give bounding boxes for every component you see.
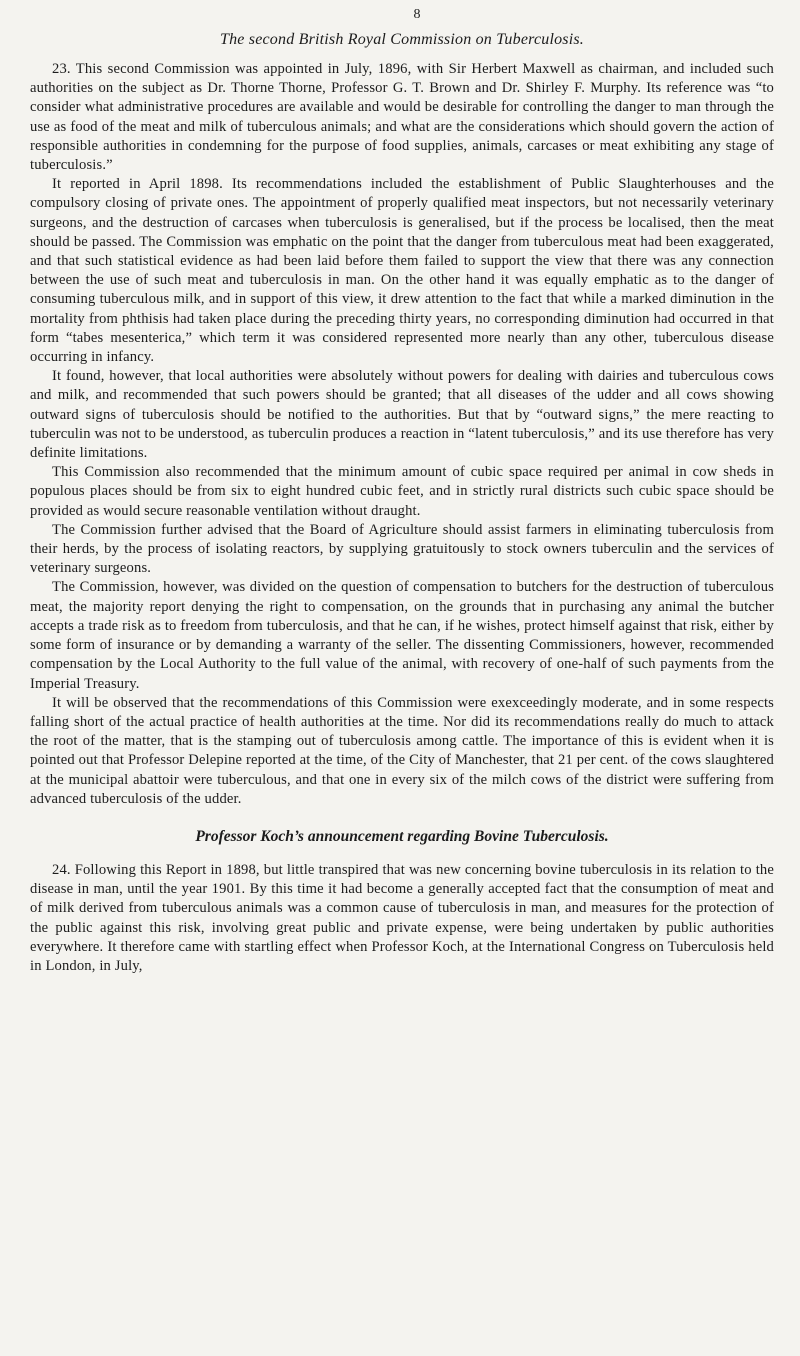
section-heading: The second British Royal Commission on Tuberculosis.	[219, 31, 585, 48]
page-number: 8	[413, 7, 421, 22]
paragraph-23-intro: 23. This second Commission was appointed in July, 1896, with Sir Herbert Maxwell as chairman, and included such authorities on the subject as Dr. Thorne Thorne, Professor G. T. Brown and Dr. Shirley F. Murphy. Its reference was “to consider what administrative procedures are available and would be desirable for controlling the danger to man through the use as food of the meat and milk of tuberculous animals; and what are the considerations which should govern the action of responsible authorities in condemning for the purpose of food supplies, animals, carcases or meat exhibiting any stage of tuberculosis.”	[30, 61, 774, 174]
paragraph-24-koch: 24. Following this Report in 1898, but little transpired that was new concerning bovine tuberculosis in its relation to the disease in man, until the year 1901. By this time it had become a generally accepted fact that the consumption of meat and of milk derived from tuberculous animals was a common cause of tuberculosis in man, and measures for the protection of the public against this risk, involving great public and private expense, were being undertaken by public authorities everywhere. It therefore came with startling effect when Professor Koch, at the International Congress on Tuberculosis held in London, in July,	[30, 861, 774, 974]
paragraph-compensation: The Commission, however, was divided on the question of compensation to butchers for the destruction of tuberculous meat, the majority report denying the right to compensation, on the grounds that in purchasing any animal the butcher accepts a trade risk as to freedom from tuberculosis, and that he can, if he wishes, protect himself against that risk, either by some form of insurance or by demanding a warranty of the seller. The dissenting Commissioners, however, recommended compensation by the Local Authority to the full value of the animal, with recovery of one-half of such payments from the Imperial Treasury.	[30, 579, 774, 692]
paragraph-board-of-agriculture: The Commission further advised that the Board of Agriculture should assist farmers in eliminating tuberculosis from their herds, by the process of isolating reactors, by supplying gratuitously to stock owners tuberculin and the services of veterinary surgeons.	[30, 521, 774, 577]
paragraph-report-findings: It reported in April 1898. Its recommendations included the establishment of Public Slaughterhouses and the compulsory closing of private ones. The appointment of properly qualified meat inspectors, but not necessarily veterinary surgeons, and the destruction of carcases when tuberculosis is generalised, but if the process be localised, then the meat should be passed. The Commission was emphatic on the point that the danger from tuberculous meat had been exaggerated, and that such statistical evidence as had been laid before them failed to support the view that there was any connection between the use of such meat and tuberculosis in man. On the other hand it was equally emphatic as to the danger of consuming tuberculous milk, and in support of this view, it drew attention to the fact that while a marked diminution in the mortality from phthisis had taken place during the preceding thirty years, no corresponding diminution had occurred in that form “tabes mesenterica,” which term it was considered represented more nearly than any other, tuberculous disease occurring in infancy.	[30, 176, 774, 366]
paragraph-observations: It will be observed that the recommendations of this Commission were exexceedingly moderate, and in some respects falling short of the actual practice of health authorities at the time. Nor did its recommendations really do much to attack the root of the matter, that is the stamping out of tuberculosis among cattle. The importance of this is evident when it is pointed out that Professor Delepine reported at the time, of the City of Manchester, that 21 per cent. of the cows slaughtered at the municipal abattoir were tuberculous, and that one in every six of the milch cows of the district were suffering from advanced tuberculosis of the udder.	[30, 694, 774, 807]
subsection-heading: Professor Koch’s announcement regarding Bovine Tuberculosis.	[195, 827, 609, 845]
paragraph-local-authorities: It found, however, that local authorities were absolutely without powers for dealing with dairies and tuberculous cows and milk, and recommended that such powers should be granted; that all diseases of the udder and all cows showing outward signs of tuberculosis should be notified to the authorities. But that by “outward signs,” the mere reacting to tuberculin was not to be understood, as tuberculin produces a reaction in “latent tuberculosis,” and its use therefore has very definite limitations.	[30, 368, 774, 462]
paragraph-cubic-space: This Commission also recommended that the minimum amount of cubic space required per animal in cow sheds in populous places should be from six to eight hundred cubic feet, and in strictly rural districts such cubic space should be provided as would secure reasonable ventilation without draught.	[30, 464, 774, 519]
